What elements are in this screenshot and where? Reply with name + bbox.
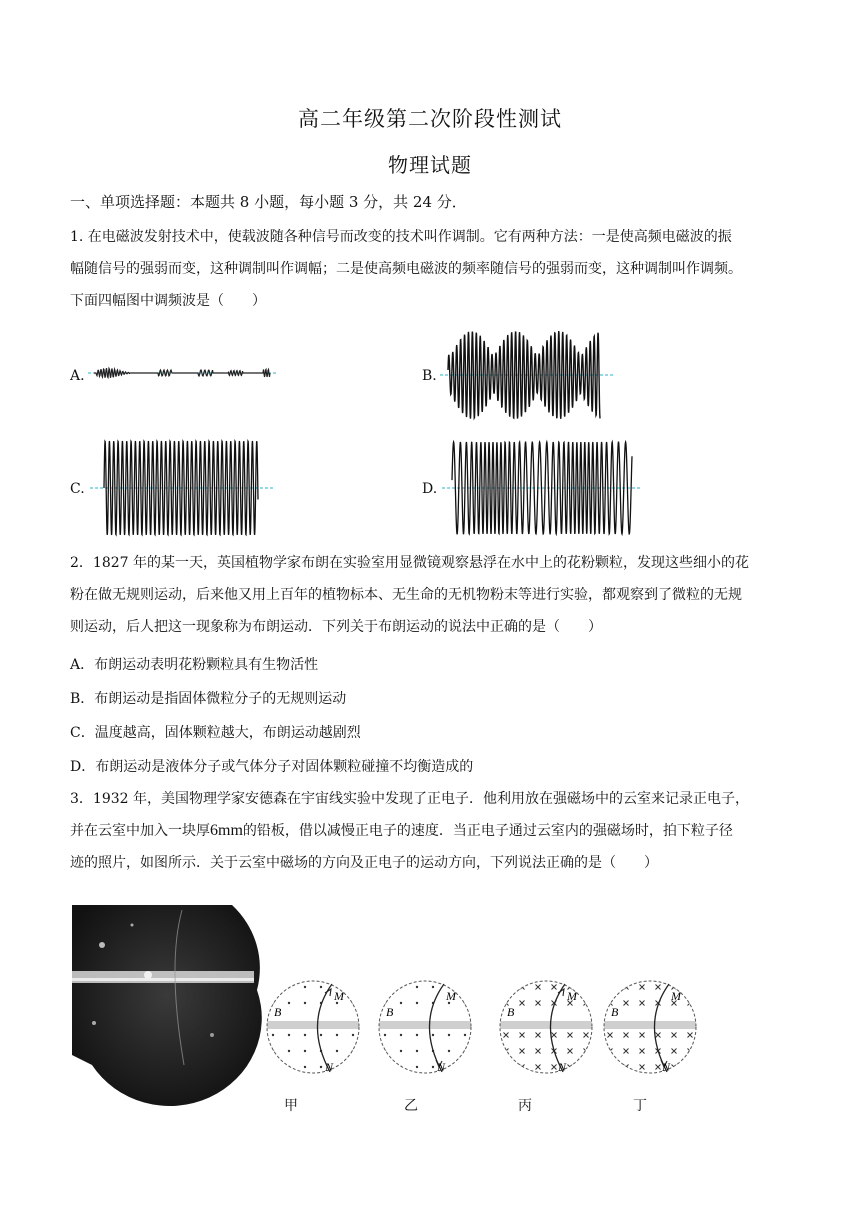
field-out-dot [336,1034,338,1036]
field-out-dot [288,1034,290,1036]
exam-title: 高二年级第二次阶段性测试 [298,107,562,131]
field-out-dot [384,986,386,988]
figure-label-ding: 丁 [633,1098,647,1114]
lead-plate-band [72,971,254,983]
field-in-cross [552,985,557,990]
q1-option-c-label: C. [70,481,85,497]
label-b: B [611,1005,619,1019]
field-in-cross [520,985,525,990]
lead-thickness: 6mm [210,822,243,839]
q1-line-2: 幅随信号的强弱而变，这种调制叫作调幅；二是使高频电磁波的频率随信号的强弱而变，这种调制叫作调频。 [70,261,742,277]
label-n: N [325,1060,334,1074]
field-in-cross [656,985,661,990]
q1-option-d-label: D. [422,481,438,497]
figure-label-yi: 乙 [404,1098,418,1114]
q1-line-3: 下面四幅图中调频波是（ ） [70,293,266,309]
field-out-dot [320,986,322,988]
field-out-dot [432,1034,434,1036]
waveform-b-figure [440,326,615,424]
q2-choice-b: B．布朗运动是指固体微粒分子的无规则运动 [70,691,347,707]
field-in-cross [624,1033,629,1038]
field-in-cross [640,1033,645,1038]
cloud-chamber-photo [72,905,257,1075]
waveform-a-trace [94,368,270,378]
q1-option-a-label: A. [70,368,85,384]
field-out-dot [416,1066,418,1068]
field-in-cross [672,1033,677,1038]
field-in-cross [688,1033,693,1038]
figure-label-jia: 甲 [284,1098,298,1114]
q3-stem [70,783,792,879]
field-in-cross [640,985,645,990]
field-out-dot [336,1050,338,1052]
field-diagram-yi [376,978,474,1076]
waveform-b-trace [448,331,600,419]
field-in-cross [672,1049,677,1054]
field-out-dot [304,1034,306,1036]
label-b: B [507,1005,515,1019]
field-out-dot [464,986,466,988]
field-in-cross [568,1033,573,1038]
field-in-cross [672,1065,677,1070]
field-in-cross [520,1001,525,1006]
field-in-cross [504,1065,509,1070]
field-out-dot [272,986,274,988]
field-out-dot [272,1066,274,1068]
lead-plate [601,1021,699,1029]
field-in-cross [568,1065,573,1070]
q3-line-2: 并在云室中加入一块厚6mm的铅板，借以减慢正电子的速度．当正电子通过云室内的强磁场时，拍下粒子径 [70,822,733,839]
field-in-cross [536,1049,541,1054]
field-out-dot [400,1034,402,1036]
field-in-cross [640,1049,645,1054]
label-n: N [437,1060,446,1074]
waveform-a-figure [88,356,278,390]
field-in-cross [640,1001,645,1006]
exam-subtitle: 物理试题 [388,153,472,177]
q3-line-1: 3．1932 年，美国物理学家安德森在宇宙线实验中发现了正电子．他利用放在强磁场中的云室来记录正电子， [70,791,749,807]
field-in-cross [624,1049,629,1054]
field-in-cross [536,1001,541,1006]
field-out-dot [400,1002,402,1004]
q2-line-3: 则运动，后人把这一现象称为布朗运动．下列关于布朗运动的说法中正确的是（ ） [70,619,602,635]
lead-plate [497,1021,595,1029]
q1-option-b-label: B. [422,368,437,384]
q3-line-3: 迹的照片，如图所示．关于云室中磁场的方向及正电子的运动方向，下列说法正确的是（ ） [70,855,658,871]
q2-choice-a: A．布朗运动表明花粉颗粒具有生物活性 [70,657,319,673]
field-out-dot [320,1034,322,1036]
field-in-cross [584,1065,589,1070]
field-in-cross [584,985,589,990]
field-in-cross [640,1065,645,1070]
field-in-cross [536,985,541,990]
q2-line-2: 粉在做无规则运动，后来他又用上百年的植物标本、无生命的无机物粉末等进行实验，都观察到了微粒的无规 [70,587,742,603]
label-b: B [274,1005,282,1019]
field-out-dot [288,1002,290,1004]
field-out-dot [448,1050,450,1052]
field-in-cross [552,1033,557,1038]
field-out-dot [304,1050,306,1052]
q2-line-1: 2．1827 年的某一天，英国植物学家布朗在实验室用显微镜观察悬浮在水中上的花粉颗粒，发现这些细小的花 [70,555,749,571]
field-in-cross [688,985,693,990]
field-in-cross [520,1049,525,1054]
field-out-dot [352,986,354,988]
lead-plate [264,1021,362,1029]
section-heading: 一、单项选择题：本题共 8 小题，每小题 3 分，共 24 分． [70,193,467,211]
field-in-cross [624,985,629,990]
field-in-cross [536,1033,541,1038]
field-out-dot [432,1066,434,1068]
label-m: M [567,989,577,1003]
field-out-dot [400,1050,402,1052]
lead-plate [376,1021,474,1029]
field-out-dot [416,1002,418,1004]
field-out-dot [416,986,418,988]
label-m: M [334,989,344,1003]
field-diagram-bing [497,978,595,1076]
field-out-dot [304,1002,306,1004]
label-n: N [662,1060,671,1074]
q1-stem [70,221,792,317]
field-in-cross [608,985,613,990]
q2-choice-c: C．温度越高，固体颗粒越大，布朗运动越剧烈 [70,725,361,741]
field-out-dot [416,1034,418,1036]
field-out-dot [384,1066,386,1068]
field-in-cross [656,1065,661,1070]
field-out-dot [464,1066,466,1068]
field-in-cross [552,1065,557,1070]
field-out-dot [416,1050,418,1052]
field-out-dot [448,1034,450,1036]
field-out-dot [352,1034,354,1036]
field-out-dot [384,1034,386,1036]
field-out-dot [304,986,306,988]
field-in-cross [624,1001,629,1006]
waveform-d-figure [442,437,640,539]
field-out-dot [272,1034,274,1036]
field-in-cross [608,1033,613,1038]
field-in-cross [504,1033,509,1038]
q2-choice-d: D．布朗运动是液体分子或气体分子对固体颗粒碰撞不均衡造成的 [70,759,474,775]
field-out-dot [464,1034,466,1036]
field-out-dot [352,1066,354,1068]
field-in-cross [520,1033,525,1038]
label-b: B [386,1005,394,1019]
field-diagram-jia [264,978,362,1076]
field-in-cross [568,1049,573,1054]
field-in-cross [608,1065,613,1070]
label-m: M [671,989,681,1003]
field-out-dot [304,1066,306,1068]
field-in-cross [656,1033,661,1038]
q1-line-1: 1. 在电磁波发射技术中，使载波随各种信号而改变的技术叫作调制。它有两种方法：一是使高频电磁波的振 [70,229,732,245]
label-n: N [558,1060,567,1074]
figure-label-bing: 丙 [518,1098,532,1114]
label-m: M [446,989,456,1003]
q2-stem [70,547,792,643]
field-in-cross [504,985,509,990]
field-in-cross [536,1065,541,1070]
waveform-c-figure [90,437,275,539]
field-diagram-ding [601,978,699,1076]
field-in-cross [584,1033,589,1038]
field-in-cross [688,1065,693,1070]
field-out-dot [432,986,434,988]
field-out-dot [288,1050,290,1052]
field-out-dot [320,1066,322,1068]
